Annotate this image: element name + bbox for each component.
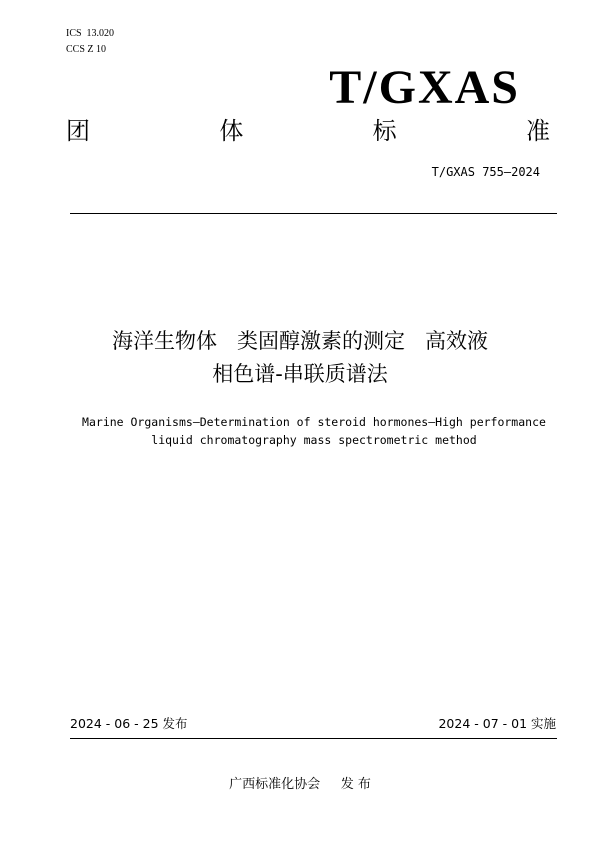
english-title-line-1: Marine Organisms—Determination of steroid hormones—High performance <box>82 415 546 429</box>
top-divider <box>70 213 557 214</box>
standard-logo: T/GXAS <box>329 61 520 114</box>
implementation-date: 2024 - 07 - 01 实施 <box>438 716 556 731</box>
issue-date: 2024 - 06 - 25 发布 <box>70 716 188 731</box>
chinese-title-line-1: 海洋生物体 类固醇激素的测定 高效液 <box>111 329 489 353</box>
standard-type-char: 团 <box>66 117 90 145</box>
standard-number: T/GXAS 755—2024 <box>431 165 540 179</box>
bottom-divider <box>70 738 557 739</box>
publisher: 广西标准化协会 发 布 <box>229 777 371 792</box>
standard-type-char: 准 <box>525 117 550 145</box>
standard-type-char: 体 <box>219 117 244 145</box>
standard-type-heading <box>66 116 550 146</box>
standard-type-char: 标 <box>372 117 397 145</box>
ics-code: ICS 13.020 <box>66 28 115 39</box>
english-title-line-2: liquid chromatography mass spectrometric method <box>151 433 477 447</box>
chinese-title-line-2: 相色谱-串联质谱法 <box>212 362 388 386</box>
ccs-code: CCS Z 10 <box>66 44 107 55</box>
